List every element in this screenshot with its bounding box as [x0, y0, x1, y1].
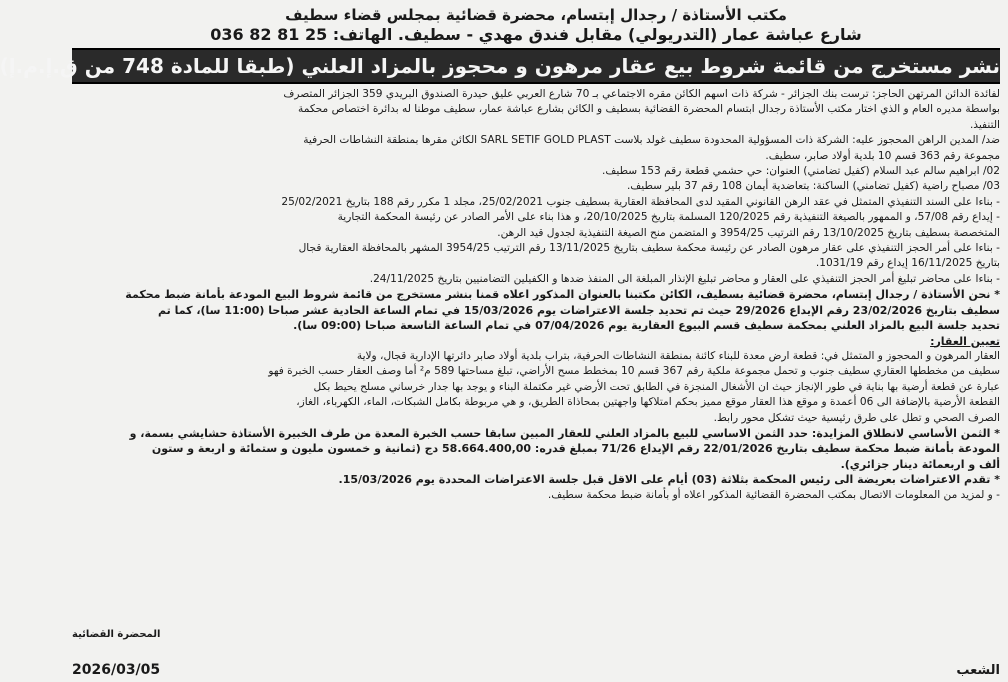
property-heading: تعيين العقار: [930, 334, 1000, 348]
objections-line: * تقدم الاعتراضات بعريضة الى رئيس المحكمة بثلاثة (03) أيام على الاقل قبل جلسة الاعتراضات المحددة يوم 15/03/2026. [338, 473, 1000, 487]
newspaper-name: الشعب [956, 663, 1000, 678]
title-deed-line: - بناءا على السند التنفيذي المتمثل في عقد الرهن القانوني المقيد لدى المحافظة العقارية بسطيف جنوب 25/02/2021، مجلد 1 مكرر رقم 188 بتاريخ 25/02/2021 [281, 195, 1000, 208]
seizure-order-line: - بناءا على أمر الحجز التنفيذي على عقار مرهون الصادر عن رئيسة محكمة سطيف بتاريخ 13/11/2025 رقم الترتيب 3954/25 المشهر بالمحافظة العقارية قجال [298, 242, 1000, 255]
property-line-2: سطيف من مخططها العقاري سطيف جنوب و تحمل مجموعة ملكية رقم 367 قسم 10 بمخطط مسح الأراضي، تبلغ مساحتها 589 م² أما وصف العقار حسب الخبرة فهو [268, 365, 1000, 378]
footer [72, 662, 1000, 678]
creditor-line: لفائدة الدائن المرتهن الحاجز: ترست بنك الجزائر - شركة ذات اسهم الكائن مقره الاجتماعي بـ 70 شارع العربي عليق حيدرة الصندوق البريدي 359 الجزائر المتصرف [283, 88, 1000, 100]
publication-line-3: تحديد جلسة البيع بالمزاد العلني بمحكمة سطيف قسم البيوع العقارية يوم 07/04/2026 في تمام الساعة التاسعة صباحا (09:00 سا). [293, 319, 1000, 333]
title-deed-line-2: - إيداع رقم 57/08، و الممهور بالصيغة التنفيذية رقم 120/2025 المسلمة بتاريخ 20/10/2025، و هذا بناء على الأمر الصادر عن رئيسة المحكمة التجارية [337, 211, 1000, 224]
guarantor-1-line: 02/ ابراهيم سالم عبد السلام (كفيل تضامني) العنوان: حي حشمي قطعة رقم 153 سطيف. [602, 165, 1000, 178]
base-price-line: * الثمن الأساسي لانطلاق المزايدة: حدد الثمن الاساسي للبيع بالمزاد العلني للعقار المبين سابقا حسب الخبرة المعدة من طرف الخبيرة الأستاذة حشايشي بسمة، و [129, 426, 1000, 440]
notice-title-banner: نشر مستخرج من قائمة شروط بيع عقار مرهون و محجوز بالمزاد العلني (طبقا للمادة 748 من ق.إ.م.إ) [72, 48, 1000, 84]
debtor-line-2: مجموعة رقم 363 قسم 10 بلدية أولاد صابر، سطيف. [765, 149, 1000, 162]
property-line-3: عبارة عن قطعة أرضية بها بناية في طور الإنجاز حيث ان الأشغال المنجزة في الطابق تحت الأرضي غير مكتملة البناء و يوجد بها جدار خرساني مسلح يحيط بكل [313, 380, 1000, 393]
bailiff-stamp-label: المحضرة القضائية [72, 629, 161, 640]
base-price-line-2: المودعة بأمانة ضبط محكمة سطيف بتاريخ 22/01/2026 رقم الإيداع 71/26 بمبلغ قدره: 58.664.400,00 دج (ثمانية و خمسون مليون و ستمائة و اربعة و ستون [151, 442, 1000, 456]
office-name: مكتب الأستاذة / رجدال إبتسام، محضرة قضائية بمجلس قضاء سطيف [285, 6, 787, 24]
debtor-line: ضد/ المدين الراهن المحجوز عليه: الشركة ذات المسؤولية المحدودة سطيف غولد بلاست SARL SETIF GOLD PLAST الكائن مقرها بمنطقة النشاطات الحرفية [303, 134, 1000, 147]
publication-line: * نحن الأستاذة / رجدال إبتسام، محضرة قضائية بسطيف، الكائن مكتبنا بالعنوان المذكور اعلاه قمنا بنشر مستخرج من قائمة شروط البيع المودعة بأمانة ضبط محكمة [125, 288, 1000, 302]
notice-body [72, 87, 1000, 503]
property-line: العقار المرهون و المحجوز و المتمثل في: قطعة ارض معدة للبناء كائنة بمنطقة النشاطات الحرفية، بتراب بلدية أولاد صابر دائرتها الإدارية قجال، ولاية [356, 349, 1000, 362]
office-address: شارع عباشة عمار (التدريولي) مقابل فندق مهدي - سطيف. الهاتف: 25 81 82 036 [210, 25, 862, 44]
property-line-5: الصرف الصحي و تطل على طرق رئيسية حيث تشكل محور رابط. [713, 411, 1000, 424]
contact-line: - و لمزيد من المعلومات الاتصال بمكتب المحضرة القضائية المذكور اعلاه أو بأمانة ضبط محكمة سطيف. [547, 488, 1000, 501]
guarantor-2-line: 03/ مصباح راضية (كفيل تضامني) الساكنة: بتعاضدية أيمان 108 رقم 37 بلير سطيف. [626, 180, 1000, 193]
notice-header [72, 6, 1000, 44]
creditor-line-3: التنفيذ. [969, 118, 1000, 131]
seizure-order-line-2: بتاريخ 16/11/2025 إيداع رقم 1031/19. [815, 257, 1000, 270]
property-line-4: القطعة الأرضية بالإضافة الى 06 أعمدة و موقع هذا العقار موقع مميز بحكم امتلاكها واجهتين بمحاذاة الطريق، و هي مربوطة بكامل الشبكات، الماء، الكهرباء، الغاز، [296, 396, 1000, 409]
publication-date: 2026/03/05 [72, 662, 161, 678]
publication-line-2: سطيف بتاريخ 23/02/2026 رقم الإيداع 29/2026 حيث تم تحديد جلسة الاعتراضات يوم 15/03/2026 في تمام الساعة الحادية عشر صباحا (11:00 سا)، كما تم [158, 303, 1000, 317]
base-price-line-3: ألف و اربعمائة دينار جزائري). [840, 457, 1000, 471]
creditor-line-2: بواسطة مديره العام و الذي اختار مكتب الأستاذة رجدال ابتسام المحضرة القضائية بسطيف و الكائن بشارع عباشة عمار، سطيف موطنا له بدائرة اختصاص محكمة [298, 103, 1000, 116]
title-deed-line-3: المتخصصة بسطيف بتاريخ 13/10/2025 رقم الترتيب 3954/25 و المتضمن منح الصيغة التنفيذية لجدول قيد الرهن. [497, 226, 1000, 239]
notification-line: - بناءا على محاضر تبليغ أمر الحجز التنفيذي على العقار و محاضر تبليغ الإنذار المبلغة الى المنفذ ضدها و الكفيلين التضامنيين بتاريخ 24/11/2025. [369, 272, 1000, 285]
